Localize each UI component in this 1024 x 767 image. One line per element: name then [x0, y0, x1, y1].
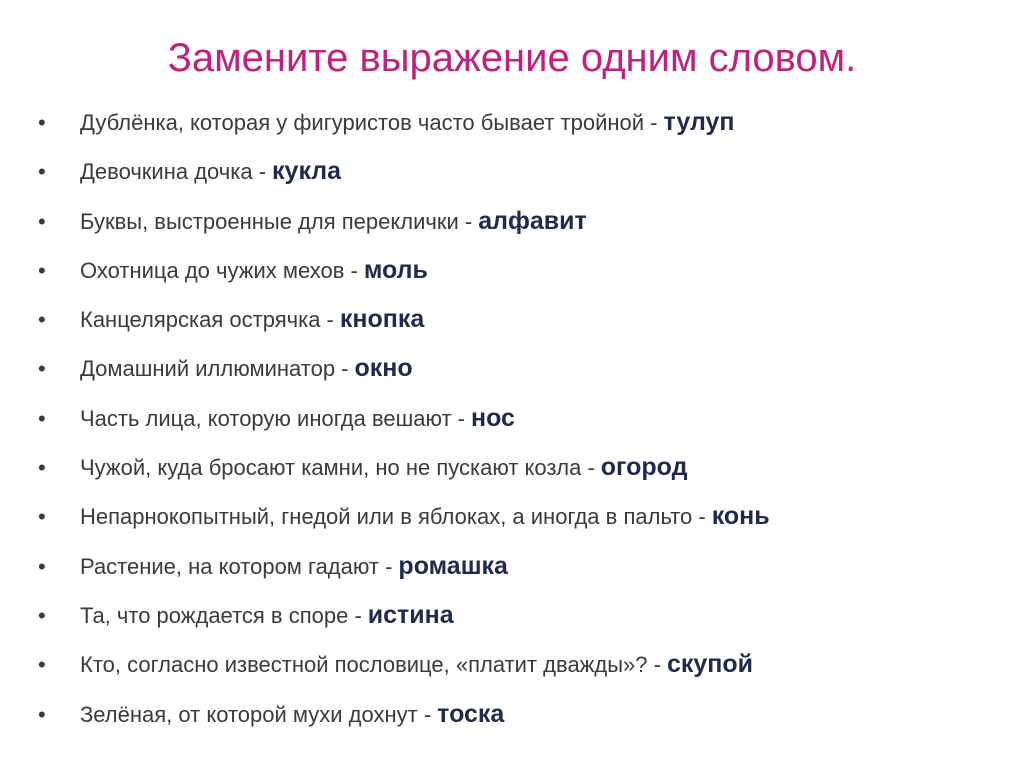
list-item [38, 207, 998, 256]
item-answer: окно [354, 354, 413, 383]
item-text: Растение, на котором гадают - [80, 553, 393, 579]
item-text: Буквы, выстроенные для переклички - [80, 208, 473, 234]
bullet: • [38, 602, 46, 628]
bullet: • [38, 159, 46, 185]
item-text: Канцелярская острячка - [80, 307, 334, 333]
item-answer: алфавит [478, 206, 587, 235]
list-item [38, 157, 998, 206]
item-answer: кукла [272, 157, 342, 186]
item-answer: скупой [666, 650, 754, 679]
bullet: • [38, 652, 46, 678]
item-answer: истина [367, 600, 454, 629]
riddle-list [38, 108, 998, 749]
item-answer: моль [363, 255, 428, 284]
bullet: • [38, 504, 46, 530]
item-text: Домашний иллюминатор - [80, 356, 349, 382]
list-item [38, 108, 998, 157]
bullet: • [38, 455, 46, 481]
list-item [38, 256, 998, 305]
list-item [38, 700, 998, 749]
item-text: Охотница до чужих мехов - [80, 257, 358, 283]
item-text: Чужой, куда бросают камни, но не пускают козла - [80, 455, 595, 481]
list-item [38, 601, 998, 650]
item-text: Девочкина дочка - [80, 159, 267, 185]
item-text: Кто, согласно известной пословице, «платит дважды»? - [80, 652, 661, 678]
item-answer: огород [600, 453, 688, 482]
slide-title: Замените выражение одним словом. [167, 36, 857, 80]
item-answer: конь [711, 502, 770, 531]
list-item [38, 305, 998, 354]
bullet: • [38, 110, 46, 135]
list-item [38, 502, 998, 551]
bullet: • [38, 553, 46, 579]
item-text: Дублёнка, которая у фигуристов часто бывает тройной - [80, 110, 658, 135]
bullet: • [38, 208, 46, 234]
bullet: • [38, 701, 46, 727]
item-answer: нос [471, 403, 515, 432]
item-text: Зелёная, от которой мухи дохнут - [80, 701, 432, 727]
bullet: • [38, 405, 46, 431]
item-text: Та, что рождается в споре - [80, 602, 362, 628]
list-item [38, 552, 998, 601]
bullet: • [38, 257, 46, 283]
list-item [38, 650, 998, 699]
item-answer: тулуп [663, 108, 735, 136]
bullet: • [38, 356, 46, 382]
list-item [38, 453, 998, 502]
item-text: Непарнокопытный, гнедой или в яблоках, а иногда в пальто - [80, 504, 706, 530]
item-answer: ромашка [398, 551, 508, 580]
bullet: • [38, 307, 46, 333]
item-answer: кнопка [339, 305, 425, 334]
list-item [38, 354, 998, 403]
item-answer: тоска [437, 699, 505, 728]
list-item [38, 404, 998, 453]
item-text: Часть лица, которую иногда вешают - [80, 405, 466, 431]
